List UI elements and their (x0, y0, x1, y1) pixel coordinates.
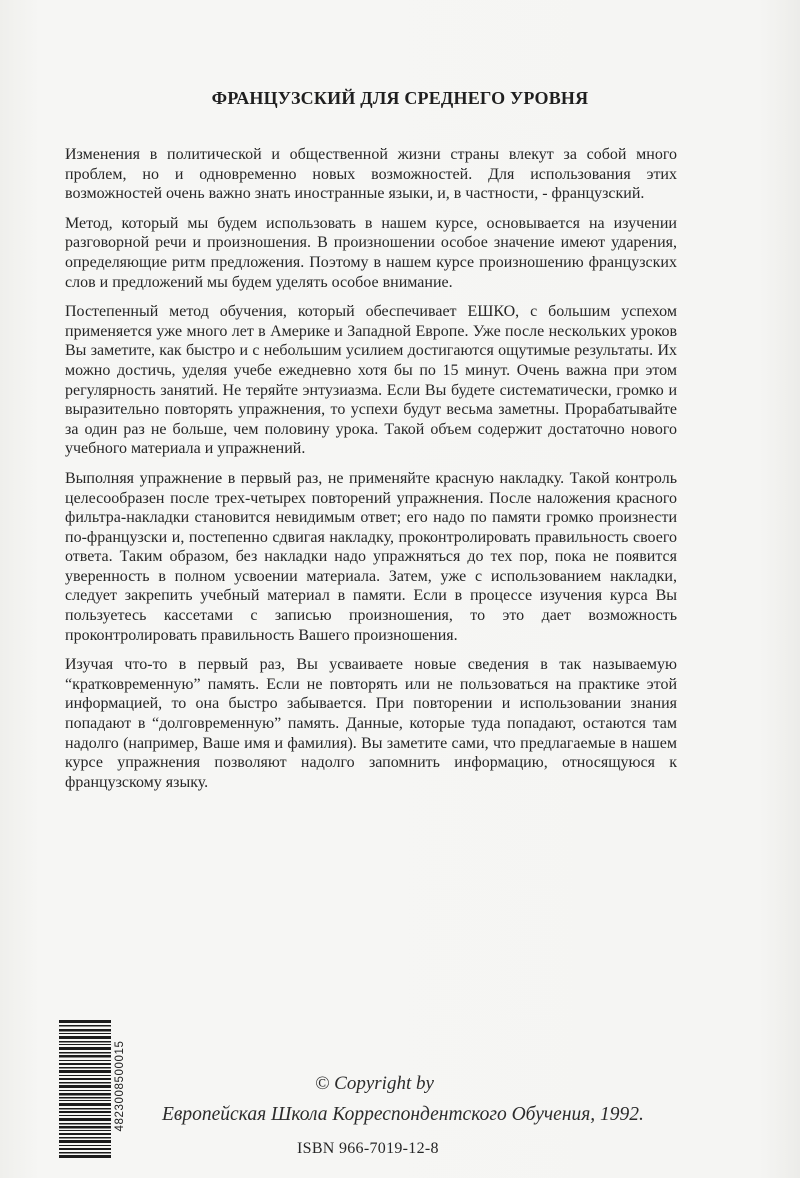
paragraph-3: Постепенный метод обучения, который обеспечивает ЕШКО, с большим успехом применяется уже много лет в Америке и Западной Европе. Уже после нескольких уроков Вы заметите, как быстро и с небольшим усилием достигаются ощутимые результаты. Их можно достичь, уделяя учебе ежедневно хотя бы по 15 минут. Очень важна при этом регулярность занятий. Не теряйте энтузиазма. Если Вы будете систематически, громко и выразительно повторять упражнения, то успехи будут весьма заметны. Прорабатывайте за один раз не больше, чем половину урока. Такой объем содержит достаточно нового учебного материала и упражнений. (65, 303, 677, 458)
paragraph-4: Выполняя упражнение в первый раз, не применяйте красную накладку. Такой контроль целесообразен после трех-четырех повторений упражнения. После наложения красного фильтра-накладки становится невидимым ответ; его надо по памяти громко произнести по-французски и, постепенно сдвигая накладку, проконтролировать правильность своего ответа. Таким образом, без накладки надо упражняться до тех пор, пока не появится уверенность в полном усвоении материала. Затем, уже с использованием накладки, следует закрепить учебный материал в памяти. Если в процессе изучения курса Вы пользуетесь кассетами с записью произношения, то это дает возможность проконтролировать правильность Вашего произношения. (65, 469, 677, 644)
isbn: ISBN 966-7019-12-8 (297, 1140, 439, 1157)
publisher-line: Европейская Школа Корреспондентского Обучения, 1992. (162, 1104, 644, 1125)
paragraph-1: Изменения в политической и общественной жизни страны влекут за собой много проблем, но и одновременно новых возможностей. Для использования этих возможностей очень важно знать иностранные языки, и, в частности, - французский. (65, 146, 677, 203)
barcode (59, 1020, 111, 1160)
body-text (65, 145, 677, 802)
page-title: ФРАНЦУЗСКИЙ ДЛЯ СРЕДНЕГО УРОВНЯ (211, 88, 589, 108)
paragraph-2: Метод, который мы будем использовать в нашем курсе, основывается на изучении разговорной речи и произношения. В произношении особое значение имеют ударения, определяющие ритм предложения. Поэтому в нашем курсе произношению французских слов и предложений мы будем уделять особое внимание. (65, 214, 677, 291)
barcode-number (112, 1024, 132, 1154)
barcode-bars (59, 1020, 111, 1158)
paragraph-5: Изучая что-то в первый раз, Вы усваиваете новые сведения в так называемую “кратковременную” память. Если не повторять или не пользоваться на практике этой информацией, то она быстро забывается. При повторении и использовании знания попадают в “долговременную” память. Данные, которые туда попадают, остаются там надолго (например, Ваше имя и фамилия). Вы заметите сами, что предлагаемые в нашем курсе упражнения позволяют надолго запомнить информацию, относящуюся к французскому языку. (65, 656, 677, 791)
copyright-line: © Copyright by (315, 1073, 434, 1094)
barcode-number-text: 4823008500015 (114, 1040, 126, 1132)
